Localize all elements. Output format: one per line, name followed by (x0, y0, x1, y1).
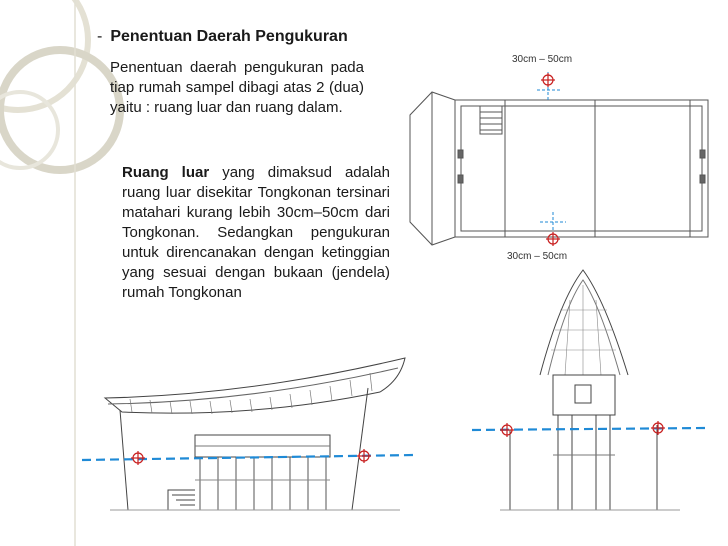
paragraph-outdoor-text: yang dimaksud adalah ruang luar disekitar Tongkonan tersinari matahari kurang lebih 30cm–50cm dari Tongkonan. Sedangkan pengukuran untuk direncanakan dengan ketinggian yang sesuai dengan bukaan (jendela) rumah Tongkonan (122, 164, 390, 301)
front-elevation (500, 270, 680, 510)
plan-bottom-dimension: 30cm – 50cm (507, 251, 568, 262)
floor-plan (410, 72, 708, 246)
paragraph-intro: Penentuan daerah pengukuran pada tiap rumah sampel dibagi atas 2 (dua) yaitu : ruang luar dan ruang dalam. (110, 59, 364, 116)
term-ruang-luar: Ruang luar (122, 164, 210, 181)
side-elevation (105, 358, 405, 510)
plan-markers (541, 73, 560, 246)
plan-top-dimension: 30cm – 50cm (512, 54, 573, 65)
heading-title: Penentuan Daerah Pengukuran (110, 28, 348, 45)
bullet-dash: - (97, 28, 103, 45)
